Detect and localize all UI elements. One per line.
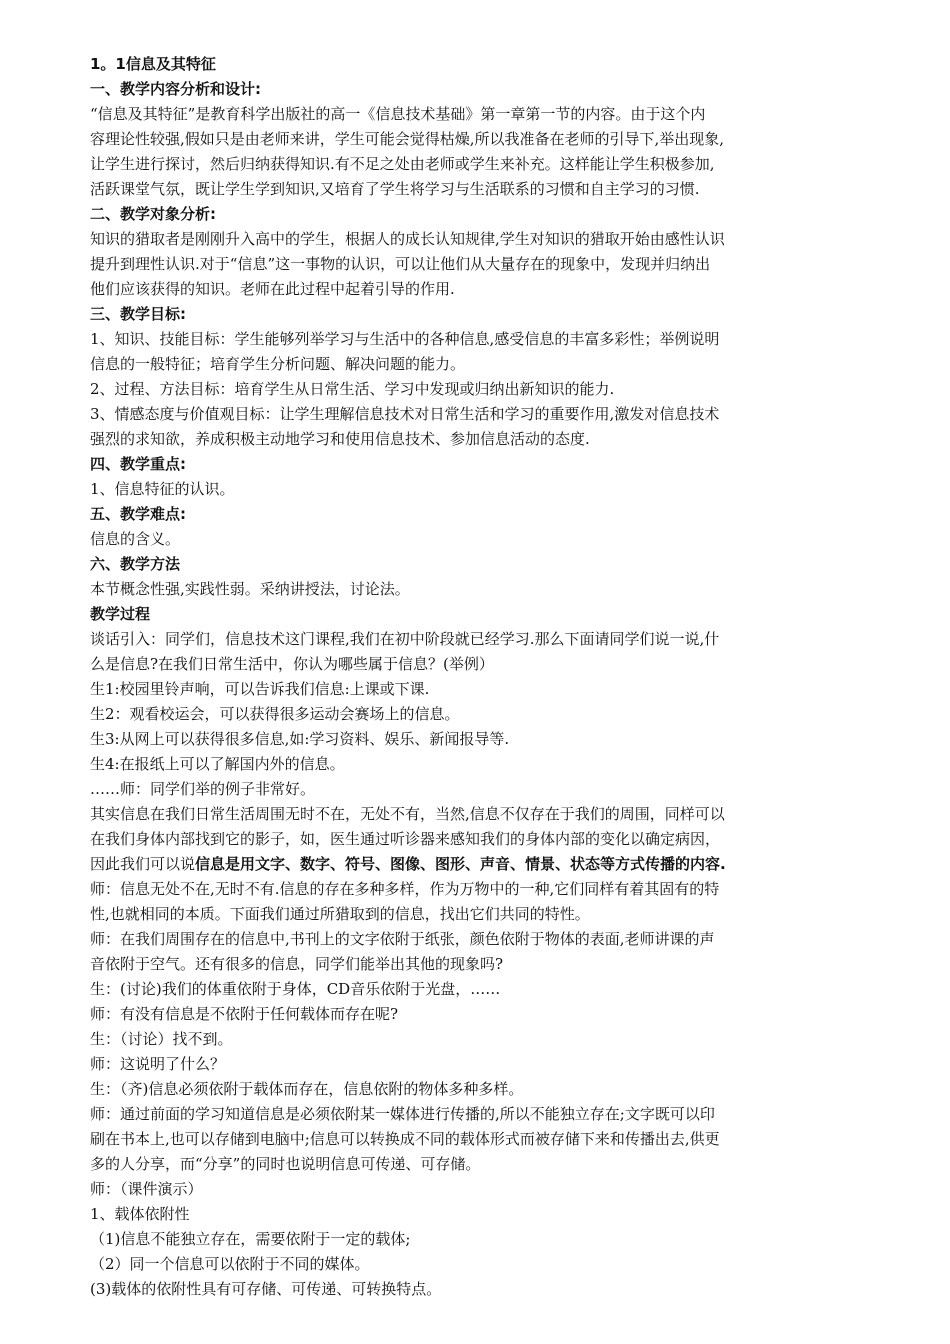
line-text: 因此我们可以说 — [90, 855, 196, 873]
line-text: （2）同一个信息可以依附于不同的媒体。 — [90, 1255, 370, 1273]
line-text: 么是信息?在我们日常生活中，你认为哪些属于信息？(举例） — [90, 655, 494, 673]
line-text: 六、教学方法 — [90, 555, 181, 573]
paragraph-line — [90, 702, 904, 727]
paragraph-line — [90, 327, 904, 352]
paragraph-line — [90, 802, 904, 827]
paragraph-line — [90, 1202, 904, 1227]
paragraph-line — [90, 677, 904, 702]
line-text: 教学过程 — [90, 605, 151, 623]
paragraph-line — [90, 427, 904, 452]
paragraph-line — [90, 727, 904, 752]
paragraph-line — [90, 852, 904, 877]
line-text: 五、教学难点: — [90, 505, 186, 523]
line-text: 生2：观看校运会，可以获得很多运动会赛场上的信息。 — [90, 705, 460, 723]
line-text: 其实信息在我们日常生活周围无时不在，无处不有，当然,信息不仅存在于我们的周围，同样可以 — [90, 805, 725, 823]
paragraph-line — [90, 252, 904, 277]
section-heading — [90, 452, 904, 477]
line-text: 1、信息特征的认识。 — [90, 480, 235, 498]
paragraph-line — [90, 527, 904, 552]
line-text: 生：（齐)信息必须依附于载体而存在，信息依附的物体多种多样。 — [90, 1080, 524, 1098]
line-text: 提升到理性认识.对于“信息”这一事物的认识，可以让他们从大量存在的现象中，发现并归纳出 — [90, 255, 711, 273]
line-text: 在我们身体内部找到它的影子，如，医生通过听诊器来感知我们的身体内部的变化以确定病因， — [90, 830, 721, 848]
paragraph-line — [90, 402, 904, 427]
line-text: 生：(讨论)我们的体重依附于身体，CD音乐依附于光盘，…… — [90, 980, 501, 998]
line-text: 容理论性较强,假如只是由老师来讲，学生可能会觉得枯燥,所以我准备在老师的引导下,举出现象, — [90, 130, 725, 148]
paragraph-line — [90, 227, 904, 252]
line-text: 1、载体依附性 — [90, 1205, 190, 1223]
paragraph-line — [90, 577, 904, 602]
line-text: 强烈的求知欲，养成积极主动地学习和使用信息技术、参加信息活动的态度. — [90, 430, 590, 448]
line-text: 师：在我们周围存在的信息中,书刊上的文字依附于纸张，颜色依附于物体的表面,老师讲课的声 — [90, 930, 715, 948]
paragraph-line — [90, 777, 904, 802]
line-text: 本节概念性强,实践性弱。采纳讲授法，讨论法。 — [90, 580, 410, 598]
section-heading — [90, 552, 904, 577]
line-text: 三、教学目标: — [90, 305, 186, 323]
line-text: 师：通过前面的学习知道信息是必须依附某一媒体进行传播的,所以不能独立存在;文字既可以印 — [90, 1105, 715, 1123]
paragraph-line — [90, 1002, 904, 1027]
bold-definition: 信息是用文字、数字、符号、图像、图形、声音、情景、状态等方式传播的内容. — [195, 855, 726, 873]
line-text: 师：信息无处不在,无时不有.信息的存在多种多样，作为万物中的一种,它们同样有着其固有的特 — [90, 880, 720, 898]
section-heading — [90, 77, 904, 102]
paragraph-line — [90, 352, 904, 377]
line-text: 知识的猎取者是刚刚升入高中的学生，根据人的成长认知规律,学生对知识的猎取开始由感性认识 — [90, 230, 725, 248]
section-heading — [90, 502, 904, 527]
paragraph-line — [90, 102, 904, 127]
line-text: 四、教学重点: — [90, 455, 186, 473]
line-text: 生：（讨论）找不到。 — [90, 1030, 233, 1048]
paragraph-line — [90, 977, 904, 1002]
paragraph-line — [90, 1027, 904, 1052]
paragraph-line — [90, 127, 904, 152]
line-text: 他们应该获得的知识。老师在此过程中起着引导的作用. — [90, 280, 455, 298]
line-text: 刷在书本上,也可以存储到电脑中;信息可以转换成不同的载体形式而被存储下来和传播出去,供更 — [90, 1130, 720, 1148]
paragraph-line — [90, 377, 904, 402]
line-text: 性,也就相同的本质。下面我们通过所猎取到的信息，找出它们共同的特性。 — [90, 905, 590, 923]
paragraph-line — [90, 177, 904, 202]
line-text: 师：有没有信息是不依附于任何载体而存在呢? — [90, 1005, 399, 1023]
line-text: (3)载体的依附性具有可存储、可传递、可转换特点。 — [90, 1280, 442, 1298]
line-text: 生1:校园里铃声响，可以告诉我们信息:上课或下课. — [90, 680, 430, 698]
section-heading — [90, 52, 904, 77]
line-text: 谈话引入：同学们，信息技术这门课程,我们在初中阶段就已经学习.那么下面请同学们说一说,什 — [90, 630, 720, 648]
paragraph-line — [90, 827, 904, 852]
paragraph-line — [90, 952, 904, 977]
paragraph-line — [90, 1152, 904, 1177]
paragraph-line — [90, 752, 904, 777]
paragraph-line — [90, 927, 904, 952]
line-text: 音依附于空气。还有很多的信息，同学们能举出其他的现象吗? — [90, 955, 504, 973]
paragraph-line — [90, 652, 904, 677]
paragraph-line — [90, 1252, 904, 1277]
paragraph-line — [90, 477, 904, 502]
paragraph-line — [90, 152, 904, 177]
paragraph-line — [90, 877, 904, 902]
line-text: （1)信息不能独立存在，需要依附于一定的载体; — [90, 1230, 411, 1248]
line-text: 1、知识、技能目标：学生能够列举学习与生活中的各种信息,感受信息的丰富多彩性；举例说明 — [90, 330, 720, 348]
line-text: 信息的一般特征；培育学生分析问题、解决问题的能力。 — [90, 355, 466, 373]
line-text: 师：这说明了什么？ — [90, 1055, 226, 1073]
line-text: 师：（课件演示） — [90, 1180, 203, 1198]
paragraph-line — [90, 1077, 904, 1102]
paragraph-line — [90, 1177, 904, 1202]
section-heading — [90, 602, 904, 627]
line-text: 一、教学内容分析和设计: — [90, 80, 261, 98]
line-text: 二、教学对象分析: — [90, 205, 216, 223]
paragraph-line — [90, 277, 904, 302]
line-text: ……师：同学们举的例子非常好。 — [90, 780, 316, 798]
line-text: 活跃课堂气氛，既让学生学到知识,又培育了学生将学习与生活联系的习惯和自主学习的习惯. — [90, 180, 700, 198]
section-heading — [90, 302, 904, 327]
line-text: 2、过程、方法目标：培育学生从日常生活、学习中发现或归纳出新知识的能力. — [90, 380, 615, 398]
section-heading — [90, 202, 904, 227]
line-text: 3、情感态度与价值观目标：让学生理解信息技术对日常生活和学习的重要作用,激发对信息技术 — [90, 405, 720, 423]
line-text: 1。1信息及其特征 — [90, 55, 216, 73]
paragraph-line — [90, 1102, 904, 1127]
line-text: 多的人分享，而“分享”的同时也说明信息可传递、可存储。 — [90, 1155, 481, 1173]
paragraph-line — [90, 627, 904, 652]
line-text: 让学生进行探讨，然后归纳获得知识.有不足之处由老师或学生来补充。这样能让学生积极参加, — [90, 155, 715, 173]
paragraph-line — [90, 1052, 904, 1077]
line-text: 生3:从网上可以获得很多信息,如:学习资料、娱乐、新闻报导等. — [90, 730, 510, 748]
line-text: 信息的含义。 — [90, 530, 181, 548]
line-text: “信息及其特征”是教育科学出版社的高一《信息技术基础》第一章第一节的内容。由于这个内 — [90, 105, 706, 123]
paragraph-line — [90, 1127, 904, 1152]
line-text: 生4:在报纸上可以了解国内外的信息。 — [90, 755, 345, 773]
paragraph-line — [90, 902, 904, 927]
paragraph-line — [90, 1227, 904, 1252]
paragraph-line — [90, 1277, 904, 1302]
